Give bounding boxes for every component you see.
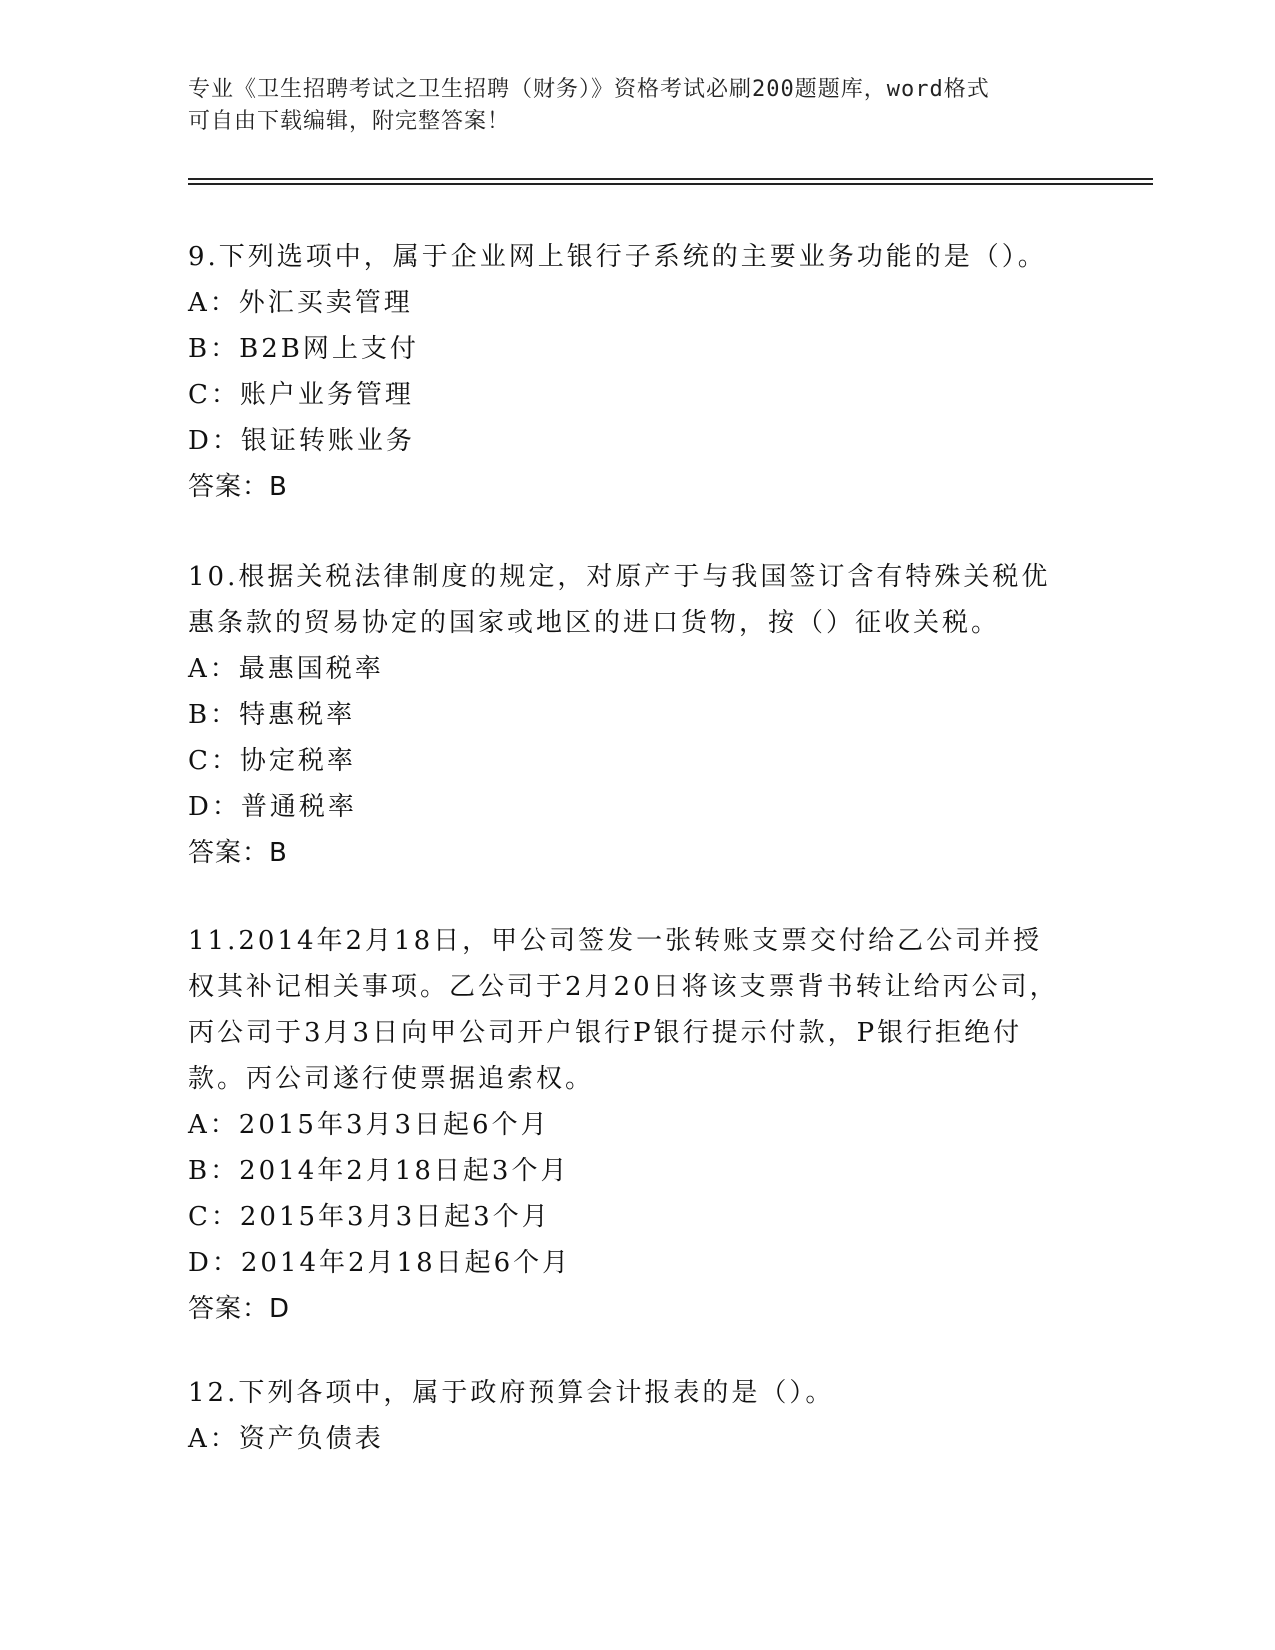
option-d: D：银证转账业务 (188, 426, 415, 456)
question-12 (188, 1370, 1068, 1462)
answer: 答案：D (188, 1294, 291, 1324)
option-b: B：B2B网上支付 (188, 334, 419, 364)
question-10 (188, 554, 1068, 876)
option-c: C：账户业务管理 (188, 380, 414, 410)
question-11 (188, 918, 1068, 1332)
option-a: A：2015年3月3日起6个月 (188, 1110, 550, 1140)
option-b: B：2014年2月18日起3个月 (188, 1156, 570, 1186)
header-line-2: 可自由下载编辑，附完整答案！ (188, 109, 511, 134)
option-d: D：2014年2月18日起6个月 (188, 1248, 572, 1278)
header-divider-top (188, 178, 1153, 180)
option-c: C：协定税率 (188, 746, 356, 776)
question-stem: 12.下列各项中，属于政府预算会计报表的是（）。 (188, 1378, 835, 1408)
option-a: A：外汇买卖管理 (188, 288, 413, 318)
header-divider-bottom (188, 183, 1153, 185)
option-c: C：2015年3月3日起3个月 (188, 1202, 551, 1232)
option-b: B：特惠税率 (188, 700, 356, 730)
document-header (188, 74, 1068, 138)
option-a: A：最惠国税率 (188, 654, 384, 684)
option-a: A：资产负债表 (188, 1424, 384, 1454)
option-d: D：普通税率 (188, 792, 357, 822)
question-stem: 10.根据关税法律制度的规定，对原产于与我国签订含有特殊关税优惠条款的贸易协定的国家或地区的进口货物，按（）征收关税。 (188, 562, 1051, 638)
question-9 (188, 234, 1068, 510)
question-stem: 9.下列选项中，属于企业网上银行子系统的主要业务功能的是（）。 (188, 242, 1047, 272)
answer: 答案：B (188, 472, 288, 502)
answer: 答案：B (188, 838, 288, 868)
question-stem: 11.2014年2月18日，甲公司签发一张转账支票交付给乙公司并授权其补记相关事项。乙公司于2月20日将该支票背书转让给丙公司，丙公司于3月3日向甲公司开户银行P银行提示付款，P银行拒绝付款。丙公司遂行使票据追索权。 (188, 926, 1059, 1094)
header-line-1: 专业《卫生招聘考试之卫生招聘（财务）》资格考试必刷200题题库，word格式 (188, 77, 990, 102)
